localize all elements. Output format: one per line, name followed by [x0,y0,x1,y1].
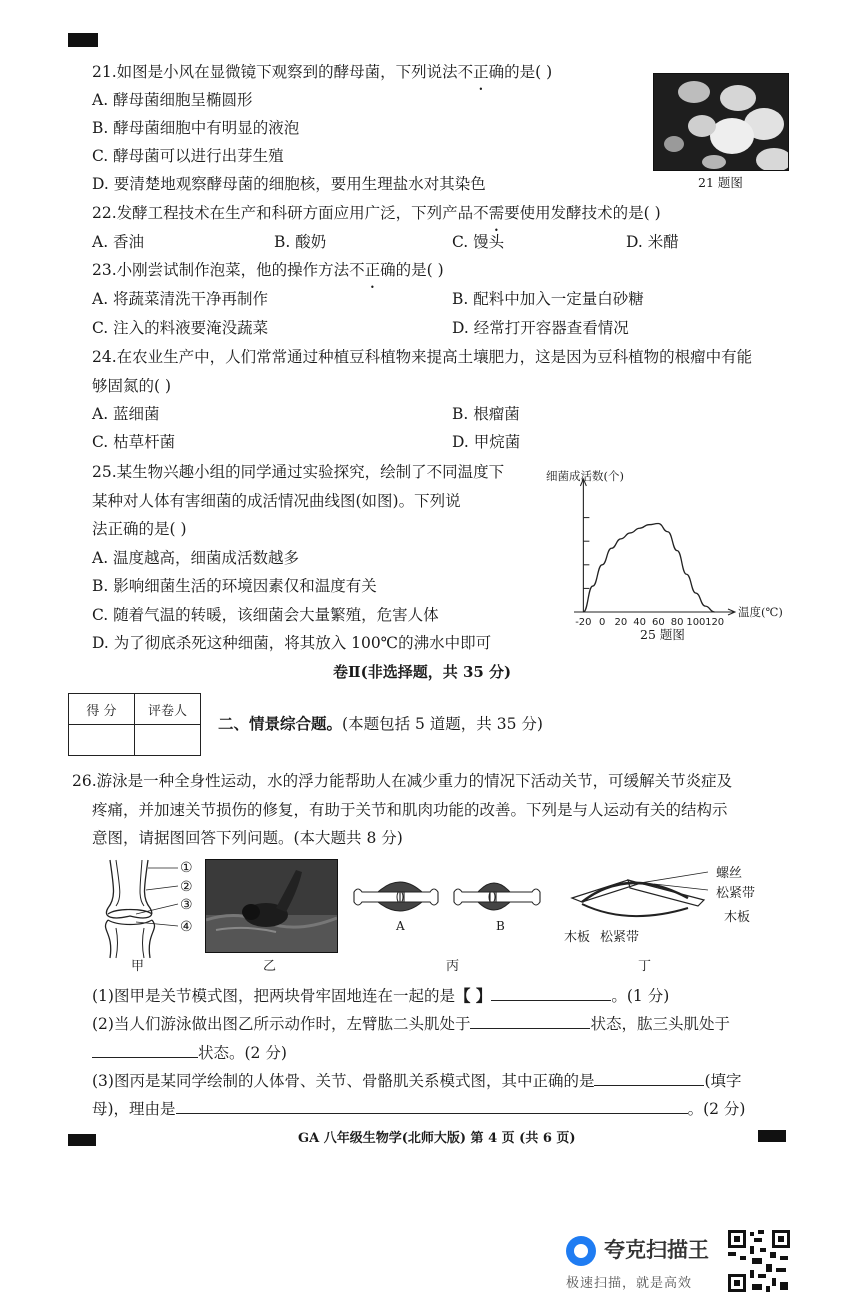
chart-y-axis-label: 细菌成活数(个) [546,469,624,483]
chart-x-tick-label: 60 [652,617,665,628]
section-2-heading: 二、情景综合题。(本题包括 5 道题，共 35 分) [218,714,543,733]
q21-emphasis: 不正确 [457,63,505,81]
yeast-micrograph [653,73,789,171]
q26-sub3-blank2[interactable] [176,1098,688,1114]
q25-bacteria-survival-chart [540,462,805,632]
q26-sub3-line1: (3)图丙是某同学绘制的人体骨、关节、骨骼肌关系模式图，其中正确的是 (填字 [92,1072,742,1090]
grader-header: 评卷人 [135,694,201,725]
q21-option-d: D. 要清楚地观察酵母菌的细胞核，要用生理盐水对其染色 [92,175,486,193]
q23-option-b: B. 配料中加入一定量白砂糖 [452,290,644,308]
q21-stem: 21.如图是小风在显微镜下观察到的酵母菌，下列说法不正确的是( ) [92,63,553,81]
q21-option-c: C. 酵母菌可以进行出芽生殖 [92,147,284,165]
chart-x-tick-label: 100 [686,617,706,628]
q24-stem-line1: 24.在农业生产中，人们常常通过种植豆科植物来提高土壤肥力，这是因为豆科植物的根瘤中有能 [92,348,753,366]
q24-option-d: D. 甲烷菌 [452,433,521,451]
score-header: 得 分 [69,694,135,725]
q23-option-d: D. 经常打开容器查看情况 [452,319,629,337]
fig-label-3: ③ [180,897,193,913]
scanner-logo-icon [566,1236,596,1266]
chart-x-tick-label: 20 [614,617,628,628]
q23-option-c: C. 注入的料液要淹没蔬菜 [92,319,269,337]
q24-option-c: C. 枯草杆菌 [92,433,176,451]
fig-ding-caption: 丁 [638,959,652,974]
fig-label-1: ① [180,860,193,876]
q21-figure-caption: 21 题图 [698,175,743,190]
q23-emphasis: 不正确 [349,261,396,279]
fig-ding-label-board-right: 木板 [724,910,751,925]
q22-option-c: C. 馒头 [452,233,505,251]
scanner-watermark [566,1232,726,1292]
qr-code [726,1228,792,1294]
q26-sub1-blank[interactable] [491,985,611,1001]
q26-stem-line2: 疼痛，并加速关节损伤的修复，有助于关节和肌肉功能的改善。下列是与人运动有关的结构示 [92,801,728,819]
q22-option-d: D. 米醋 [626,233,679,251]
q24-option-a: A. 蓝细菌 [92,405,160,423]
q26-sub1: (1)图甲是关节模式图，把两块骨牢固地连在一起的是【 】 。(1 分) [92,986,670,1005]
q25-stem-line1: 25.某生物兴趣小组的同学通过实验探究，绘制了不同温度下 [92,463,505,481]
corner-mark-bottom-left [68,1134,96,1146]
q25-stem-line2: 某种对人体有害细菌的成活情况曲线图(如图)。下列说 [92,492,461,510]
chart-x-tick-label: 120 [705,617,725,628]
q25-figure-caption: 25 题图 [640,627,685,642]
figure-ding-board-model [568,870,708,930]
scanner-brand: 夸克扫描王 [604,1238,709,1262]
fig-bing-caption: 丙 [446,959,460,974]
q22-emphasis: 不需要 [473,204,520,222]
q23-stem: 23.小刚尝试制作泡菜，他的操作方法不正确的是( ) [92,261,444,279]
volume-ii-title: 卷Ⅱ(非选择题，共 35 分) [333,663,512,681]
chart-x-tick-label: -20 [575,617,592,628]
q26-sub3-line2: 母)，理由是 。(2 分) [92,1100,746,1118]
score-cell[interactable] [69,725,135,756]
chart-x-tick-label: 0 [598,617,606,628]
scanner-slogan: 极速扫描，就是高效 [566,1276,693,1291]
q26-sub2-line2: 状态。(2 分) [92,1042,287,1063]
q24-stem-line2: 够固氮的( ) [92,377,172,395]
q26-sub2-blank2[interactable] [92,1042,198,1058]
q26-sub2-line1: (2)当人们游泳做出图乙所示动作时，左臂肱二头肌处于 状态，肱三头肌处于 [92,1015,730,1033]
page-footer: GA 八年级生物学(北师大版) 第 4 页 (共 6 页) [298,1131,576,1146]
q21-option-a: A. 酵母菌细胞呈椭圆形 [92,91,253,109]
score-box [68,693,201,756]
q26-sub2-blank1[interactable] [470,1013,590,1029]
figure-yi-swimmer-photo [205,859,338,953]
chart-x-axis-label: 温度(℃) [738,605,783,619]
q25-stem-line3: 法正确的是( ) [92,520,187,538]
q25-option-a: A. 温度越高，细菌成活数越多 [92,549,300,567]
q23-option-a: A. 将蔬菜清洗干净再制作 [92,290,269,308]
fig-ding-label-board-left: 木板 [564,930,591,945]
q26-sub3-blank1[interactable] [594,1070,704,1086]
q25-option-c: C. 随着气温的转暖，该细菌会大量繁殖，危害人体 [92,606,439,624]
fig-ding-label-elastic-bottom: 松紧带 [600,930,640,945]
q22-option-b: B. 酸奶 [274,233,327,251]
q25-option-d: D. 为了彻底杀死这种细菌，将其放入 100℃的沸水中即可 [92,634,492,652]
fig-ding-label-screw: 螺丝 [716,866,743,881]
q22-option-a: A. 香油 [92,233,145,251]
fig-label-2: ② [180,879,193,895]
q26-stem-line3: 意图，请据图回答下列问题。(本大题共 8 分) [92,829,403,847]
fig-bing-label-a: A [396,919,405,933]
chart-x-tick-label: 80 [670,617,684,628]
chart-x-tick-label: 40 [633,617,646,628]
fig-yi-caption: 乙 [263,959,277,974]
corner-mark-top-left [68,33,98,47]
q21-option-b: B. 酵母菌细胞中有明显的液泡 [92,119,300,137]
grader-cell[interactable] [135,725,201,756]
chart-series-line [583,524,714,613]
fig-bing-label-b: B [496,919,505,933]
q25-option-b: B. 影响细菌生活的环境因素仅和温度有关 [92,577,377,595]
q24-option-b: B. 根瘤菌 [452,405,520,423]
fig-ding-label-elastic-top: 松紧带 [716,886,756,901]
figure-bing-muscle-models [350,872,550,922]
corner-mark-bottom-right [758,1130,786,1142]
fig-label-4: ④ [180,919,193,935]
q26-stem-line1: 26.游泳是一种全身性运动，水的浮力能帮助人在减少重力的情况下活动关节，可缓解关节炎症及 [72,772,733,790]
fig-jia-caption: 甲 [131,959,145,974]
q22-stem: 22.发酵工程技术在生产和科研方面应用广泛，下列产品不需要使用发酵技术的是( ) [92,204,661,222]
